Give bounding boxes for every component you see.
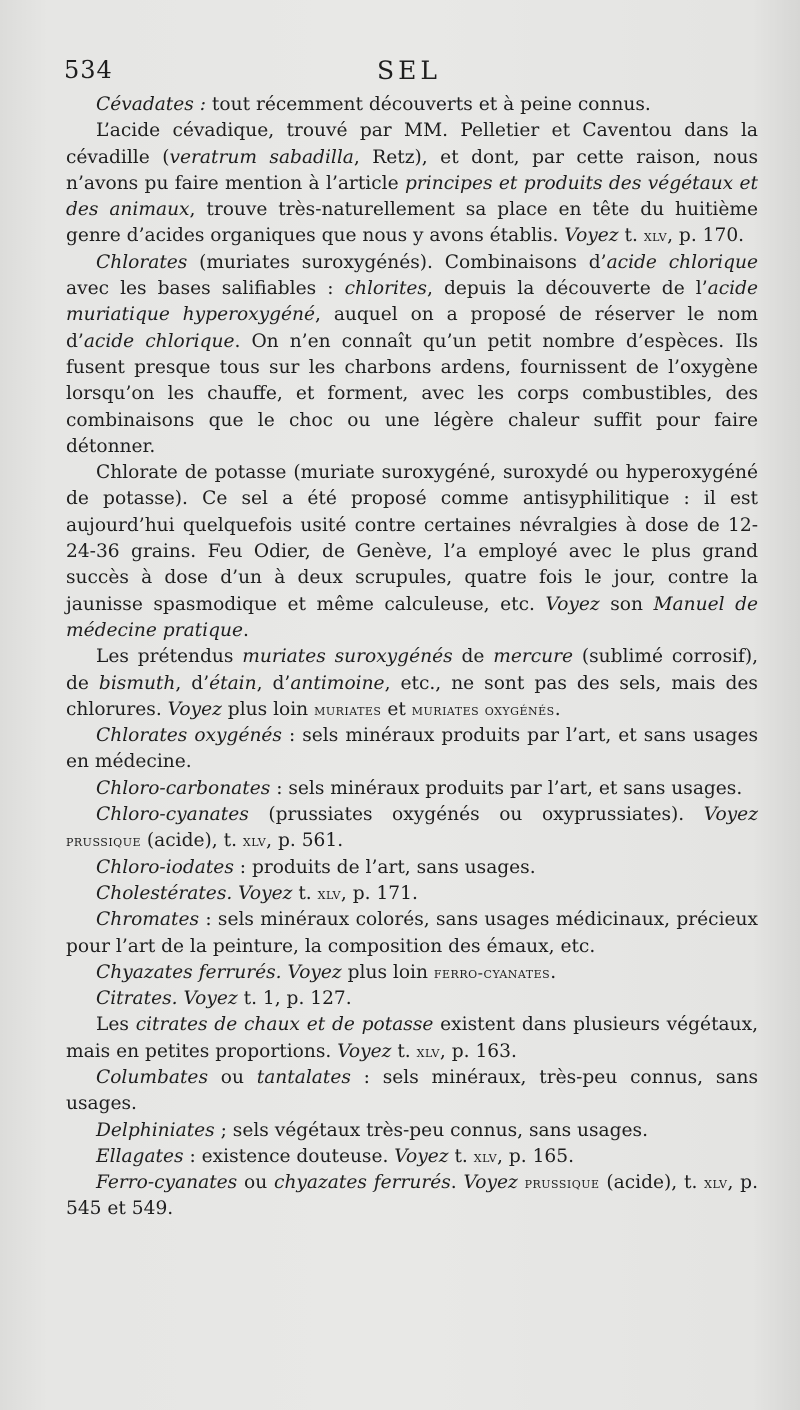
entry-paragraph (66, 92, 758, 118)
text-run: (sublimé corrosif), de (66, 646, 758, 694)
entry-paragraph (66, 907, 758, 960)
text-run: . (242, 619, 249, 641)
text-run: Manuel de médecine pratique (66, 593, 758, 641)
text-run: Voyez (564, 225, 619, 247)
entry-paragraph (66, 1144, 758, 1170)
text-run: Ellagates (96, 1145, 184, 1167)
text-run: Cévadates : (96, 94, 212, 115)
entry-paragraph (66, 802, 758, 855)
text-run: t. (292, 882, 318, 904)
entry-paragraph (66, 855, 758, 881)
running-head: SEL (377, 56, 441, 85)
text-run: avec les bases salifiables : (66, 278, 345, 300)
page-number: 534 (64, 56, 113, 84)
text-run: tout récemment découverts et à peine connus. (211, 94, 651, 115)
text-run: : sels minéraux produits par l’art, et sans usages en médecine. (66, 725, 758, 773)
text-run: principes et produits des végétaux et des animaux (66, 172, 759, 221)
text-run: , p. 561. (266, 830, 344, 852)
text-run: : produits de l’art, sans usages. (233, 856, 536, 878)
text-run: t. (448, 1145, 474, 1167)
text-run: acide muriatique hyperoxygéné (66, 278, 758, 326)
text-run: , d’ (175, 672, 210, 694)
text-run: : existence douteuse. (183, 1145, 395, 1167)
entry-paragraph (66, 1012, 758, 1065)
text-run: son (599, 593, 654, 615)
text-run: prussique (66, 831, 141, 851)
text-run: Chromates (96, 909, 200, 931)
entry-paragraph (66, 644, 758, 723)
text-run: tantalates (256, 1066, 351, 1088)
text-run: Voyez (545, 593, 600, 615)
text-run: Voyez (703, 804, 758, 826)
page-body (66, 92, 758, 1223)
entry-paragraph (66, 1170, 758, 1223)
text-run: et (381, 698, 412, 720)
text-run: Chlorates oxygénés (96, 725, 282, 747)
text-run: xlv (242, 831, 267, 851)
text-run: (acide), t. (141, 830, 243, 852)
text-run: Chloro-carbonates (96, 777, 271, 799)
text-run: xlv (416, 1041, 440, 1061)
text-run: Les (96, 1014, 136, 1036)
entry-paragraph (66, 723, 758, 776)
text-run: (acide), t. (599, 1172, 705, 1194)
text-run: . On n’en connaît qu’un petit nombre d’espèces. Ils fusent presque tous sur les charbons ardens, fournissent de l’oxygène lorsqu’on les chauffe, et forment, avec les corps combustibles, des combinaisons que le choc ou une légère chaleur suffit pour faire détonner. (66, 330, 758, 457)
text-run: Chlorate de potasse (muriate suroxygéné, suroxydé ou hyperoxygéné de potasse). Ce sel a été proposé comme antisyphilitique : il est aujourd’hui quelquefois usité contre certaines névralgies à dose de 12-24-36 grains. Feu Odier, de Genève, l’a employé avec le plus grand succès à dose d’un à deux scrupules, quatre fois le jour, contre la jaunisse spasmodique et même calculeuse, etc. (66, 462, 758, 615)
text-run: , p. 545 et 549. (66, 1172, 758, 1220)
text-run: Delphiniates (96, 1119, 215, 1141)
text-run: , p. 171. (340, 882, 418, 904)
text-run: (prussiates oxygénés ou oxyprussiates). (248, 804, 704, 826)
text-run: , etc., ne sont pas des sels, mais des chlorures. (66, 672, 758, 720)
text-run: , depuis la découverte de l’ (426, 278, 708, 300)
text-run: plus loin (341, 961, 434, 983)
text-run: Les prétendus (96, 646, 243, 668)
text-run: L’acide cévadique, trouvé par MM. Pelletier et Caventou dans la cévadille ( (66, 120, 758, 168)
text-run: , p. 163. (439, 1040, 517, 1062)
entry-paragraph (66, 881, 758, 907)
text-run: Chloro-cyanates (96, 804, 249, 826)
text-run: ; sels végétaux très-peu connus, sans usages. (214, 1119, 648, 1141)
text-run: , p. 170. (667, 225, 745, 247)
text-run: : sels minéraux, très-peu connus, sans usages. (66, 1066, 758, 1115)
entry-paragraph (66, 460, 758, 644)
text-run: Chloro-iodates (96, 856, 234, 878)
text-run: xlv (473, 1146, 498, 1166)
entry-paragraph (66, 250, 758, 460)
text-run: plus loin (221, 698, 315, 720)
text-run: acide chlorique (606, 251, 758, 273)
entry-paragraph (66, 960, 758, 986)
text-run: xlv (704, 1173, 728, 1193)
text-run: mercure (493, 646, 574, 668)
entry-paragraph (66, 1118, 758, 1144)
text-run: citrates de chaux et de potasse (135, 1014, 434, 1036)
text-run: Cholestérates. Voyez (96, 882, 293, 904)
text-run: : sels minéraux colorés, sans usages médicinaux, précieux pour l’art de la peinture, la composition des émaux, etc. (66, 909, 758, 957)
text-run: veratrum sabadilla (169, 146, 354, 168)
text-run: ferro-cyanates (433, 962, 551, 982)
text-run: existent dans plusieurs végétaux, mais en petites proportions. (66, 1014, 758, 1062)
text-run: , d’ (256, 672, 291, 694)
text-run: xlv (643, 226, 668, 246)
text-run: xlv (317, 883, 341, 903)
text-run: , trouve très-naturellement sa place en tête du huitième genre d’acides organiques que nous y avons établis. (66, 199, 759, 247)
entry-paragraph (66, 776, 758, 802)
text-run: antimoine (290, 672, 385, 694)
text-run (518, 1172, 525, 1193)
text-run: Voyez (394, 1145, 449, 1167)
text-run: bismuth (98, 672, 176, 694)
text-run: Voyez (463, 1172, 518, 1194)
text-run: Chyazates ferrurés. Voyez (96, 961, 342, 983)
text-run: muriates (314, 699, 382, 719)
text-run: prussique (524, 1173, 600, 1193)
text-run: de (452, 646, 494, 668)
text-run: chyazates ferrurés (274, 1172, 451, 1194)
text-run: muriates oxygénés (411, 699, 555, 719)
text-run: Voyez (337, 1040, 392, 1062)
text-run: Citrates. Voyez (96, 988, 238, 1010)
text-run: t. (391, 1040, 417, 1062)
text-run: . (554, 698, 561, 720)
text-run: Ferro-cyanates (96, 1172, 238, 1194)
text-run: Voyez (167, 698, 222, 720)
text-run: , auquel on a proposé de réserver le nom d’ (66, 304, 758, 352)
entry-paragraph (66, 986, 758, 1012)
text-run: t. 1, p. 127. (237, 988, 352, 1010)
text-run: acide chlorique (83, 330, 235, 352)
text-run: (muriates suroxygénés). Combinaisons d’ (187, 251, 607, 273)
text-run: , Retz), et dont, par cette raison, nous n’avons pu faire mention à l’article (66, 146, 758, 194)
text-run: Columbates (96, 1066, 208, 1088)
text-run: : sels minéraux produits par l’art, et sans usages. (270, 777, 743, 799)
page-header (64, 56, 754, 92)
entry-paragraph (66, 1065, 758, 1118)
text-run: t. (618, 225, 644, 247)
text-run: ou (237, 1172, 275, 1194)
text-run: . (550, 961, 557, 983)
text-run: muriates suroxygénés (242, 646, 453, 668)
text-run: , p. 165. (497, 1145, 574, 1167)
text-run: . (450, 1172, 464, 1194)
text-run: chlorites (344, 278, 427, 300)
text-run: ou (207, 1066, 257, 1088)
entry-paragraph (66, 118, 758, 249)
text-run: étain (209, 672, 257, 694)
text-run: Chlorates (96, 251, 188, 273)
